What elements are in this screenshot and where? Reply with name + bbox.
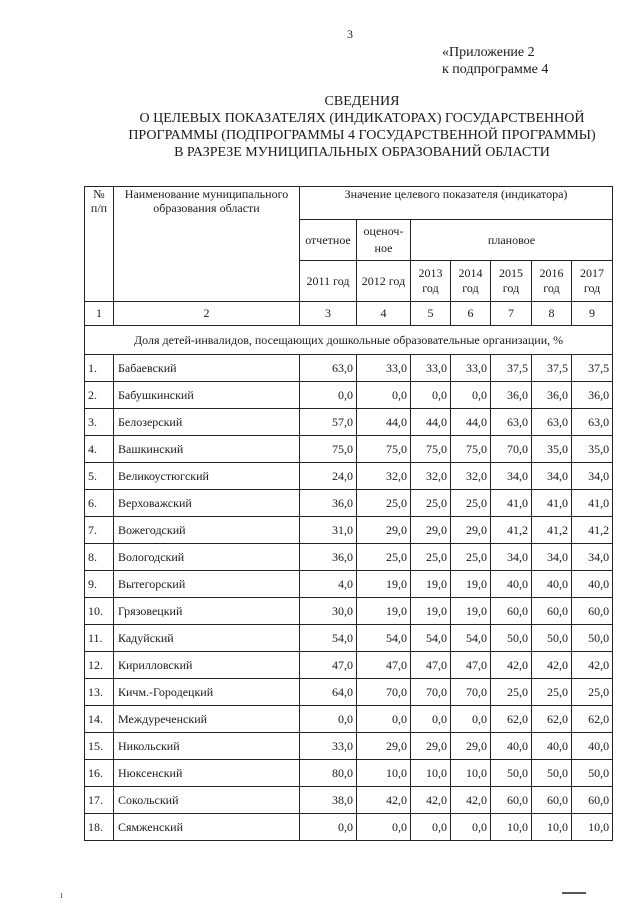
value-cell: 0,0 bbox=[451, 814, 491, 841]
municipality-name: Грязовецкий bbox=[114, 598, 300, 625]
table-row bbox=[85, 355, 613, 382]
appendix-line-2: к подпрограмме 4 bbox=[442, 62, 549, 77]
value-cell: 34,0 bbox=[572, 463, 613, 490]
table-row bbox=[85, 652, 613, 679]
header-year-2013 bbox=[411, 261, 451, 302]
table-row bbox=[85, 598, 613, 625]
value-cell: 29,0 bbox=[411, 733, 451, 760]
value-cell: 47,0 bbox=[300, 652, 357, 679]
table-row bbox=[85, 463, 613, 490]
value-cell: 25,0 bbox=[572, 679, 613, 706]
value-cell: 25,0 bbox=[411, 490, 451, 517]
municipality-name: Вожегодский bbox=[114, 517, 300, 544]
municipality-name: Кичм.-Городецкий bbox=[114, 679, 300, 706]
value-cell: 42,0 bbox=[357, 787, 411, 814]
value-cell: 36,0 bbox=[572, 382, 613, 409]
appendix-note bbox=[442, 44, 548, 78]
column-number-cell: 5 bbox=[411, 302, 451, 326]
row-number: 2. bbox=[85, 382, 114, 409]
column-number-cell: 4 bbox=[357, 302, 411, 326]
value-cell: 50,0 bbox=[572, 625, 613, 652]
value-cell: 38,0 bbox=[300, 787, 357, 814]
value-cell: 10,0 bbox=[572, 814, 613, 841]
value-cell: 32,0 bbox=[411, 463, 451, 490]
heading-line-4: В РАЗРЕЗЕ МУНИЦИПАЛЬНЫХ ОБРАЗОВАНИЙ ОБЛАСТИ bbox=[174, 145, 550, 160]
year-2016: 2016 bbox=[539, 266, 564, 280]
value-cell: 37,5 bbox=[532, 355, 572, 382]
value-cell: 33,0 bbox=[300, 733, 357, 760]
value-cell: 36,0 bbox=[491, 382, 532, 409]
year-2015: 2015 bbox=[499, 266, 523, 280]
value-cell: 34,0 bbox=[532, 544, 572, 571]
year-2013: 2013 bbox=[418, 266, 443, 280]
value-cell: 0,0 bbox=[357, 382, 411, 409]
table-row bbox=[85, 679, 613, 706]
value-cell: 60,0 bbox=[532, 598, 572, 625]
value-cell: 60,0 bbox=[491, 787, 532, 814]
row-number: 17. bbox=[85, 787, 114, 814]
value-cell: 36,0 bbox=[300, 490, 357, 517]
value-cell: 41,2 bbox=[532, 517, 572, 544]
municipality-name: Никольский bbox=[114, 733, 300, 760]
value-cell: 63,0 bbox=[300, 355, 357, 382]
row-number: 14. bbox=[85, 706, 114, 733]
header-number-sub: п/п bbox=[90, 201, 108, 215]
row-number: 18. bbox=[85, 814, 114, 841]
value-cell: 50,0 bbox=[491, 625, 532, 652]
value-cell: 70,0 bbox=[451, 679, 491, 706]
value-cell: 44,0 bbox=[451, 409, 491, 436]
value-cell: 0,0 bbox=[411, 706, 451, 733]
value-cell: 40,0 bbox=[572, 571, 613, 598]
header-year-2011: 2011 год bbox=[300, 261, 357, 302]
header-year-2014 bbox=[451, 261, 491, 302]
year-2016-word: год bbox=[543, 281, 560, 295]
value-cell: 42,0 bbox=[532, 652, 572, 679]
value-cell: 57,0 bbox=[300, 409, 357, 436]
row-number: 10. bbox=[85, 598, 114, 625]
value-cell: 60,0 bbox=[572, 598, 613, 625]
value-cell: 0,0 bbox=[451, 706, 491, 733]
appendix-line-1: «Приложение 2 bbox=[442, 45, 535, 60]
value-cell: 0,0 bbox=[411, 382, 451, 409]
column-number-cell: 8 bbox=[532, 302, 572, 326]
footer-right-mark bbox=[562, 892, 586, 894]
header-number-label: № bbox=[93, 187, 105, 201]
value-cell: 0,0 bbox=[300, 706, 357, 733]
value-cell: 34,0 bbox=[491, 463, 532, 490]
value-cell: 0,0 bbox=[300, 814, 357, 841]
table-row bbox=[85, 544, 613, 571]
row-number: 8. bbox=[85, 544, 114, 571]
value-cell: 33,0 bbox=[411, 355, 451, 382]
value-cell: 36,0 bbox=[532, 382, 572, 409]
value-cell: 32,0 bbox=[357, 463, 411, 490]
value-cell: 54,0 bbox=[357, 625, 411, 652]
row-number: 12. bbox=[85, 652, 114, 679]
table-row bbox=[85, 436, 613, 463]
value-cell: 75,0 bbox=[300, 436, 357, 463]
value-cell: 35,0 bbox=[532, 436, 572, 463]
value-cell: 33,0 bbox=[357, 355, 411, 382]
municipality-name: Бабушкинский bbox=[114, 382, 300, 409]
value-cell: 63,0 bbox=[572, 409, 613, 436]
value-cell: 62,0 bbox=[491, 706, 532, 733]
year-2014: 2014 bbox=[458, 266, 483, 280]
value-cell: 25,0 bbox=[532, 679, 572, 706]
year-2017: 2017 bbox=[580, 266, 605, 280]
table-row bbox=[85, 490, 613, 517]
value-cell: 50,0 bbox=[532, 760, 572, 787]
value-cell: 31,0 bbox=[300, 517, 357, 544]
value-cell: 64,0 bbox=[300, 679, 357, 706]
header-number bbox=[85, 187, 114, 302]
table-row bbox=[85, 409, 613, 436]
value-cell: 0,0 bbox=[357, 706, 411, 733]
indicators-table bbox=[84, 186, 613, 841]
column-number-cell: 7 bbox=[491, 302, 532, 326]
value-cell: 42,0 bbox=[491, 652, 532, 679]
column-number-cell: 3 bbox=[300, 302, 357, 326]
header-year-2012: 2012 год bbox=[357, 261, 411, 302]
value-cell: 50,0 bbox=[491, 760, 532, 787]
value-cell: 10,0 bbox=[532, 814, 572, 841]
page-number: 3 bbox=[347, 27, 353, 41]
column-numbers-row bbox=[85, 302, 613, 326]
value-cell: 50,0 bbox=[532, 625, 572, 652]
value-cell: 10,0 bbox=[491, 814, 532, 841]
value-cell: 19,0 bbox=[451, 571, 491, 598]
column-number-cell: 9 bbox=[572, 302, 613, 326]
value-cell: 60,0 bbox=[532, 787, 572, 814]
row-number: 5. bbox=[85, 463, 114, 490]
value-cell: 40,0 bbox=[572, 733, 613, 760]
value-cell: 60,0 bbox=[572, 787, 613, 814]
row-number: 15. bbox=[85, 733, 114, 760]
value-cell: 41,0 bbox=[491, 490, 532, 517]
table-row bbox=[85, 760, 613, 787]
table-row bbox=[85, 733, 613, 760]
value-cell: 29,0 bbox=[357, 517, 411, 544]
municipality-name: Бабаевский bbox=[114, 355, 300, 382]
table-row bbox=[85, 517, 613, 544]
header-year-2015 bbox=[491, 261, 532, 302]
value-cell: 0,0 bbox=[357, 814, 411, 841]
value-cell: 0,0 bbox=[411, 814, 451, 841]
value-cell: 33,0 bbox=[451, 355, 491, 382]
value-cell: 62,0 bbox=[532, 706, 572, 733]
value-cell: 25,0 bbox=[451, 490, 491, 517]
value-cell: 47,0 bbox=[357, 652, 411, 679]
row-number: 16. bbox=[85, 760, 114, 787]
value-cell: 54,0 bbox=[300, 625, 357, 652]
year-2015-word: год bbox=[502, 281, 520, 295]
header-year-2017 bbox=[572, 261, 613, 302]
value-cell: 37,5 bbox=[572, 355, 613, 382]
value-cell: 24,0 bbox=[300, 463, 357, 490]
row-number: 11. bbox=[85, 625, 114, 652]
year-2017-word: год bbox=[583, 281, 601, 295]
header-year-2016 bbox=[532, 261, 572, 302]
row-number: 13. bbox=[85, 679, 114, 706]
value-cell: 75,0 bbox=[451, 436, 491, 463]
value-cell: 42,0 bbox=[411, 787, 451, 814]
value-cell: 10,0 bbox=[451, 760, 491, 787]
document-heading bbox=[92, 93, 632, 161]
municipality-name: Кирилловский bbox=[114, 652, 300, 679]
row-number: 7. bbox=[85, 517, 114, 544]
value-cell: 19,0 bbox=[357, 598, 411, 625]
value-cell: 0,0 bbox=[451, 382, 491, 409]
value-cell: 29,0 bbox=[411, 517, 451, 544]
value-cell: 63,0 bbox=[491, 409, 532, 436]
value-cell: 70,0 bbox=[411, 679, 451, 706]
municipality-name: Великоустюгский bbox=[114, 463, 300, 490]
value-cell: 34,0 bbox=[491, 544, 532, 571]
value-cell: 44,0 bbox=[411, 409, 451, 436]
value-cell: 47,0 bbox=[411, 652, 451, 679]
value-cell: 34,0 bbox=[532, 463, 572, 490]
value-cell: 29,0 bbox=[451, 517, 491, 544]
value-cell: 50,0 bbox=[572, 760, 613, 787]
value-cell: 25,0 bbox=[411, 544, 451, 571]
value-cell: 4,0 bbox=[300, 571, 357, 598]
row-number: 6. bbox=[85, 490, 114, 517]
section-row bbox=[85, 326, 613, 355]
footer-left-mark: ı bbox=[60, 890, 63, 901]
value-cell: 70,0 bbox=[491, 436, 532, 463]
row-number: 3. bbox=[85, 409, 114, 436]
year-2014-word: год bbox=[462, 281, 479, 295]
row-number: 1. bbox=[85, 355, 114, 382]
heading-line-2: О ЦЕЛЕВЫХ ПОКАЗАТЕЛЯХ (ИНДИКАТОРАХ) ГОСУДАРСТВЕННОЙ bbox=[139, 111, 585, 126]
row-number: 4. bbox=[85, 436, 114, 463]
row-number: 9. bbox=[85, 571, 114, 598]
value-cell: 32,0 bbox=[451, 463, 491, 490]
value-cell: 10,0 bbox=[411, 760, 451, 787]
value-cell: 41,2 bbox=[572, 517, 613, 544]
municipality-name: Нюксенский bbox=[114, 760, 300, 787]
year-2013-word: год bbox=[422, 281, 439, 295]
value-cell: 54,0 bbox=[411, 625, 451, 652]
value-cell: 42,0 bbox=[451, 787, 491, 814]
value-cell: 63,0 bbox=[532, 409, 572, 436]
value-cell: 34,0 bbox=[572, 544, 613, 571]
header-value-group: Значение целевого показателя (индикатора) bbox=[300, 187, 613, 220]
value-cell: 54,0 bbox=[451, 625, 491, 652]
value-cell: 10,0 bbox=[357, 760, 411, 787]
value-cell: 36,0 bbox=[300, 544, 357, 571]
value-cell: 19,0 bbox=[411, 598, 451, 625]
value-cell: 41,2 bbox=[491, 517, 532, 544]
value-cell: 41,0 bbox=[532, 490, 572, 517]
value-cell: 19,0 bbox=[451, 598, 491, 625]
section-title: Доля детей-инвалидов, посещающих дошкольные образовательные организации, % bbox=[85, 326, 613, 355]
value-cell: 75,0 bbox=[357, 436, 411, 463]
municipality-name: Сокольский bbox=[114, 787, 300, 814]
table-row bbox=[85, 382, 613, 409]
value-cell: 44,0 bbox=[357, 409, 411, 436]
value-cell: 35,0 bbox=[572, 436, 613, 463]
value-cell: 30,0 bbox=[300, 598, 357, 625]
column-number-cell: 2 bbox=[114, 302, 300, 326]
value-cell: 29,0 bbox=[451, 733, 491, 760]
value-cell: 41,0 bbox=[572, 490, 613, 517]
municipality-name: Вытегорский bbox=[114, 571, 300, 598]
value-cell: 75,0 bbox=[411, 436, 451, 463]
value-cell: 29,0 bbox=[357, 733, 411, 760]
header-reported: отчетное bbox=[300, 220, 357, 261]
value-cell: 25,0 bbox=[357, 544, 411, 571]
value-cell: 40,0 bbox=[491, 733, 532, 760]
table-row bbox=[85, 571, 613, 598]
header-estimated: оценоч-ное bbox=[357, 220, 411, 261]
value-cell: 19,0 bbox=[411, 571, 451, 598]
value-cell: 37,5 bbox=[491, 355, 532, 382]
value-cell: 19,0 bbox=[357, 571, 411, 598]
municipality-name: Вашкинский bbox=[114, 436, 300, 463]
value-cell: 25,0 bbox=[357, 490, 411, 517]
table-row bbox=[85, 814, 613, 841]
table-row bbox=[85, 706, 613, 733]
value-cell: 25,0 bbox=[451, 544, 491, 571]
municipality-name: Междуреченский bbox=[114, 706, 300, 733]
column-number-cell: 6 bbox=[451, 302, 491, 326]
value-cell: 47,0 bbox=[451, 652, 491, 679]
municipality-name: Кадуйский bbox=[114, 625, 300, 652]
value-cell: 62,0 bbox=[572, 706, 613, 733]
value-cell: 40,0 bbox=[491, 571, 532, 598]
value-cell: 25,0 bbox=[491, 679, 532, 706]
value-cell: 40,0 bbox=[532, 571, 572, 598]
municipality-name: Белозерский bbox=[114, 409, 300, 436]
value-cell: 70,0 bbox=[357, 679, 411, 706]
table-row bbox=[85, 787, 613, 814]
value-cell: 0,0 bbox=[300, 382, 357, 409]
heading-line-1: СВЕДЕНИЯ bbox=[324, 94, 400, 109]
header-planned: плановое bbox=[411, 220, 613, 261]
header-municipality: Наименование муниципального образования области bbox=[114, 187, 300, 302]
municipality-name: Сямженский bbox=[114, 814, 300, 841]
municipality-name: Вологодский bbox=[114, 544, 300, 571]
value-cell: 40,0 bbox=[532, 733, 572, 760]
municipality-name: Верховажский bbox=[114, 490, 300, 517]
column-number-cell: 1 bbox=[85, 302, 114, 326]
heading-line-3: ПРОГРАММЫ (ПОДПРОГРАММЫ 4 ГОСУДАРСТВЕННОЙ ПРОГРАММЫ) bbox=[128, 128, 596, 143]
value-cell: 80,0 bbox=[300, 760, 357, 787]
table-row bbox=[85, 625, 613, 652]
value-cell: 42,0 bbox=[572, 652, 613, 679]
value-cell: 60,0 bbox=[491, 598, 532, 625]
